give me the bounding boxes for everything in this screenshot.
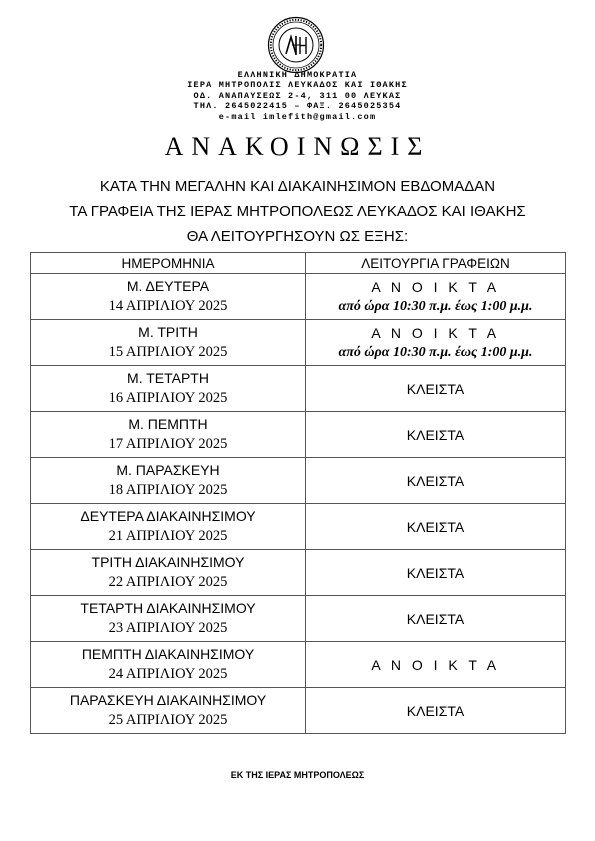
- status-cell: [306, 320, 566, 366]
- date-label: 21 ΑΠΡΙΛΙΟΥ 2025: [108, 528, 228, 544]
- header-date: ΗΜΕΡΟΜΗΝΙΑ: [31, 253, 306, 274]
- letterhead-line-email: e-mail imlefith@gmail.com: [218, 111, 377, 122]
- status-label: ΚΛΕΙΣΤΑ: [406, 702, 465, 719]
- status-cell: [306, 688, 566, 734]
- date-cell: [31, 366, 306, 412]
- status-cell: [306, 412, 566, 458]
- date-label: 23 ΑΠΡΙΛΙΟΥ 2025: [108, 620, 228, 636]
- date-label: 15 ΑΠΡΙΛΙΟΥ 2025: [108, 344, 228, 360]
- status-cell: [306, 274, 566, 320]
- status-label: Α Ν Ο Ι Κ Τ Α: [371, 656, 500, 673]
- table-row: [31, 596, 566, 642]
- metropolis-seal-icon: [267, 16, 325, 74]
- day-label: ΤΕΤΑΡΤΗ ΔΙΑΚΑΙΝΗΣΙΜΟΥ: [80, 600, 256, 616]
- announcement-subtitle: [0, 174, 595, 249]
- footer-signature: ΕΚ ΤΗΣ ΙΕΡΑΣ ΜΗΤΡΟΠΟΛΕΩΣ: [230, 770, 365, 780]
- day-label: Μ. ΤΕΤΑΡΤΗ: [127, 370, 209, 386]
- subtitle-line: ΤΑ ΓΡΑΦΕΙΑ ΤΗΣ ΙΕΡΑΣ ΜΗΤΡΟΠΟΛΕΩΣ ΛΕΥΚΑΔΟΣ ΚΑΙ ΙΘΑΚΗΣ: [69, 203, 526, 220]
- date-label: 18 ΑΠΡΙΛΙΟΥ 2025: [108, 482, 228, 498]
- table-header-row: [31, 253, 566, 274]
- date-cell: [31, 274, 306, 320]
- date-cell: [31, 320, 306, 366]
- letterhead-line-metropolis: ΙΕΡΑ ΜΗΤΡΟΠΟΛΙΣ ΛΕΥΚΑΔΟΣ ΚΑΙ ΙΘΑΚΗΣ: [187, 80, 408, 91]
- day-label: Μ. ΠΕΜΠΤΗ: [128, 416, 208, 432]
- letterhead-line-state: ΕΛΛΗΝΙΚΗ ΔΗΜΟΚΡΑΤΙΑ: [237, 70, 358, 80]
- status-cell: [306, 550, 566, 596]
- subtitle-line: ΚΑΤΑ ΤΗΝ ΜΕΓΑΛΗΝ ΚΑΙ ΔΙΑΚΑΙΝΗΣΙΜΟΝ ΕΒΔΟΜΑΔΑΝ: [99, 178, 496, 195]
- announcement-title: ΑΝΑΚΟΙΝΩΣΙΣ: [164, 132, 431, 161]
- letterhead-line-phone: ΤΗΛ. 2645022415 – ΦΑΞ. 2645025354: [193, 101, 402, 112]
- status-label: ΚΛΕΙΣΤΑ: [406, 518, 465, 535]
- table-row: [31, 504, 566, 550]
- day-label: ΠΕΜΠΤΗ ΔΙΑΚΑΙΝΗΣΙΜΟΥ: [81, 646, 255, 662]
- schedule-table: [30, 252, 566, 734]
- status-label: ΚΛΕΙΣΤΑ: [406, 564, 465, 581]
- date-cell: [31, 458, 306, 504]
- status-label: ΚΛΕΙΣΤΑ: [406, 610, 465, 627]
- table-row: [31, 688, 566, 734]
- table-row: [31, 642, 566, 688]
- date-label: 22 ΑΠΡΙΛΙΟΥ 2025: [108, 574, 228, 590]
- date-cell: [31, 642, 306, 688]
- date-label: 16 ΑΠΡΙΛΙΟΥ 2025: [108, 390, 228, 406]
- status-label: ΚΛΕΙΣΤΑ: [406, 426, 465, 443]
- day-label: ΔΕΥΤΕΡΑ ΔΙΑΚΑΙΝΗΣΙΜΟΥ: [80, 508, 256, 524]
- date-label: 25 ΑΠΡΙΛΙΟΥ 2025: [108, 712, 228, 728]
- status-cell: [306, 366, 566, 412]
- letterhead: [0, 70, 595, 122]
- header-office-operation: ΛΕΙΤΟΥΡΓΙΑ ΓΡΑΦΕΙΩΝ: [306, 253, 566, 274]
- subtitle-line: ΘΑ ΛΕΙΤΟΥΡΓΗΣΟΥΝ ΩΣ ΕΞΗΣ:: [186, 228, 409, 245]
- day-label: Μ. ΤΡΙΤΗ: [138, 324, 198, 340]
- date-cell: [31, 688, 306, 734]
- table-row: [31, 274, 566, 320]
- table-row: [31, 550, 566, 596]
- status-cell: [306, 642, 566, 688]
- date-cell: [31, 550, 306, 596]
- status-cell: [306, 596, 566, 642]
- letterhead-line-address: ΟΔ. ΑΝΑΠΑΥΣΕΩΣ 2-4, 311 00 ΛΕΥΚΑΣ: [193, 90, 402, 101]
- day-label: ΤΡΙΤΗ ΔΙΑΚΑΙΝΗΣΙΜΟΥ: [91, 554, 245, 570]
- date-cell: [31, 412, 306, 458]
- table-row: [31, 412, 566, 458]
- status-label: ΚΛΕΙΣΤΑ: [406, 472, 465, 489]
- day-label: Μ. ΠΑΡΑΣΚΕΥΗ: [116, 462, 220, 478]
- opening-hours: από ώρα 10:30 π.μ. έως 1:00 μ.μ.: [338, 298, 533, 314]
- date-label: 24 ΑΠΡΙΛΙΟΥ 2025: [108, 666, 228, 682]
- table-row: [31, 458, 566, 504]
- status-label: Α Ν Ο Ι Κ Τ Α: [371, 324, 500, 341]
- table-row: [31, 320, 566, 366]
- opening-hours: από ώρα 10:30 π.μ. έως 1:00 μ.μ.: [338, 344, 533, 360]
- date-cell: [31, 504, 306, 550]
- status-label: Α Ν Ο Ι Κ Τ Α: [371, 278, 500, 295]
- status-cell: [306, 504, 566, 550]
- date-label: 14 ΑΠΡΙΛΙΟΥ 2025: [108, 298, 228, 314]
- date-cell: [31, 596, 306, 642]
- date-label: 17 ΑΠΡΙΛΙΟΥ 2025: [108, 436, 228, 452]
- day-label: ΠΑΡΑΣΚΕΥΗ ΔΙΑΚΑΙΝΗΣΙΜΟΥ: [69, 692, 267, 708]
- status-label: ΚΛΕΙΣΤΑ: [406, 380, 465, 397]
- status-cell: [306, 458, 566, 504]
- day-label: Μ. ΔΕΥΤΕΡΑ: [126, 278, 210, 294]
- table-row: [31, 366, 566, 412]
